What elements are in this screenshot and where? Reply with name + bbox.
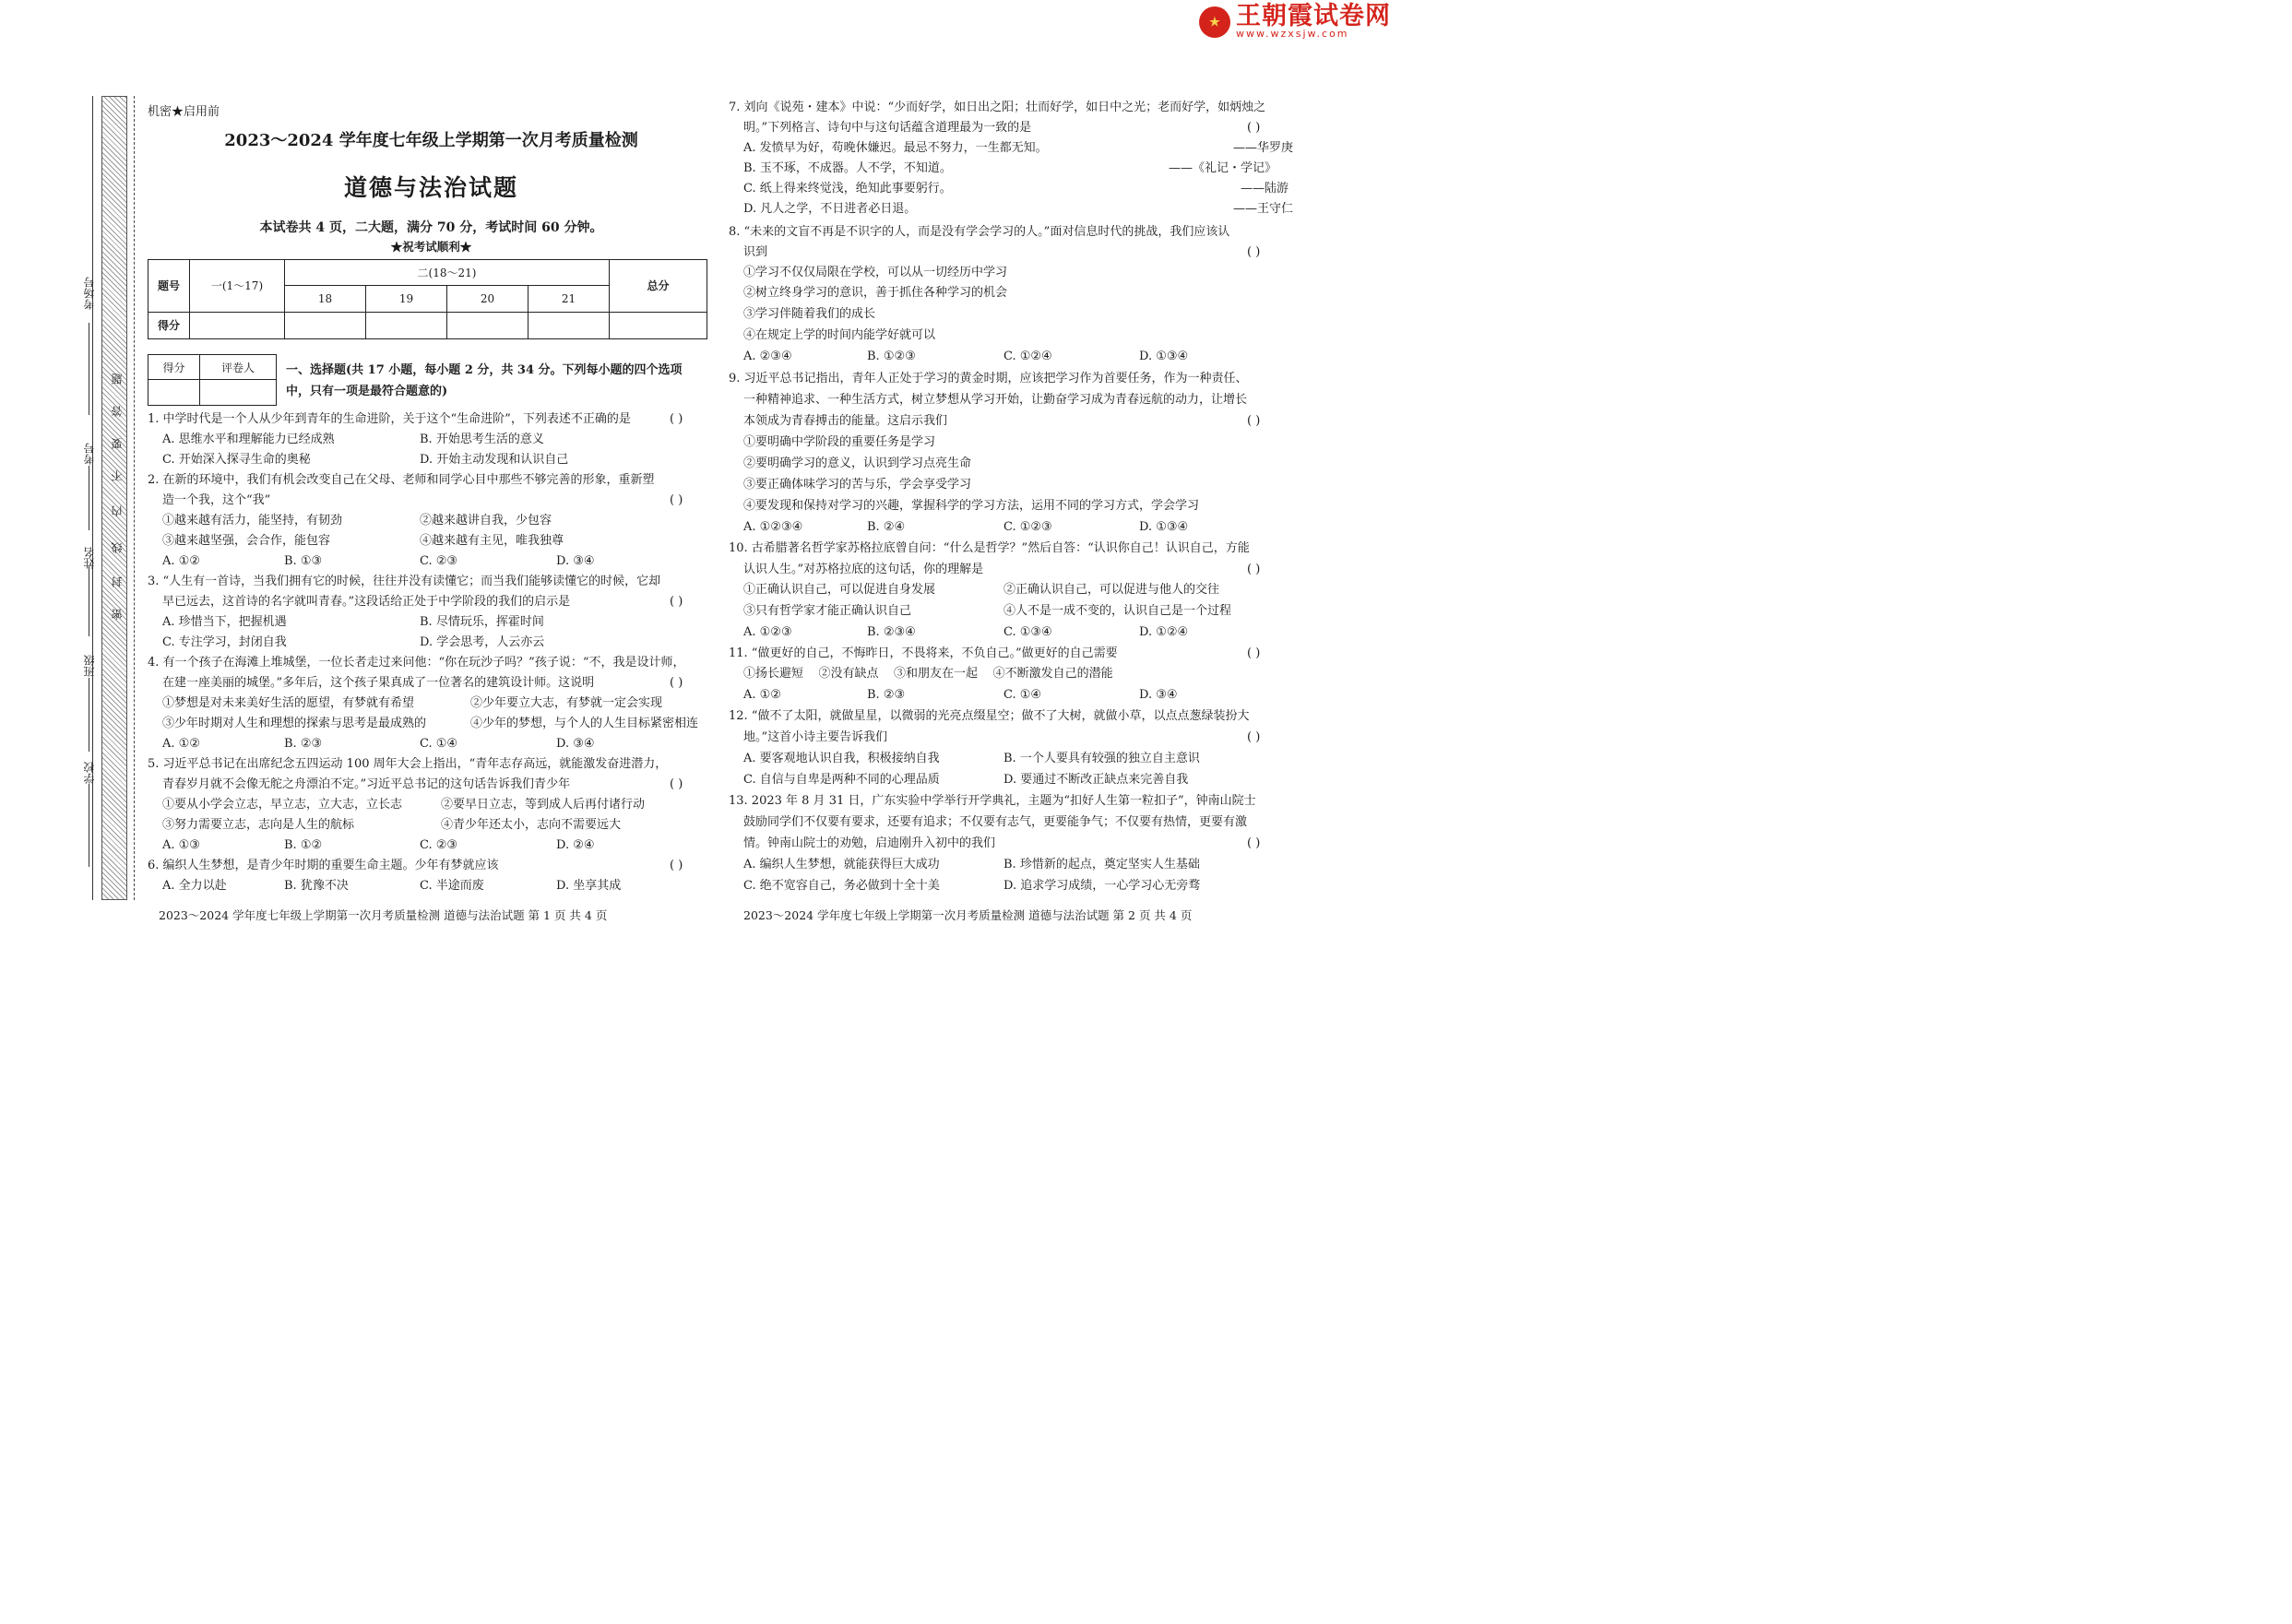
q10-statement: ④人不是一成不变的，认识自己是一个过程 [1003,604,1232,618]
q8-stem: 8. “未来的文盲不再是不识字的人，而是没有学会学习的人。”面对信息时代的挑战，我们应该认 [729,225,1230,239]
q10-option-d[interactable]: D. ①②④ [1139,625,1189,639]
score-table-total: 总分 [610,260,707,313]
q9-statement: ①要明确中学阶段的重要任务是学习 [743,435,936,449]
section1-line2: 中，只有一项是最符合题意的) [286,385,448,398]
q5-option-c[interactable]: C. ②③ [420,838,458,852]
q1-option-b[interactable]: B. 开始思考生活的意义 [420,433,544,446]
q11-statements: ①扬长避短 ②没有缺点 ③和朋友在一起 ④不断激发自己的潜能 [743,667,1113,681]
q2-stem-cont: 造一个我，这个“我” [162,493,271,507]
score-cell[interactable] [610,312,707,338]
q11-option-d[interactable]: D. ③④ [1139,688,1178,702]
q8-stem-cont: 识到 [743,245,768,259]
q9-option-c[interactable]: C. ①②③ [1003,520,1052,534]
q10-stem-cont: 认识人生。”对苏格拉底的这句话，你的理解是 [743,563,984,576]
footer-left: 2023～2024 学年度七年级上学期第一次月考质量检测 道德与法治试题 第 1 页 共 4 页 [159,908,608,922]
q10-statement: ③只有哲学家才能正确认识自己 [743,604,912,618]
q12-option-b[interactable]: B. 一个人要具有较强的独立自主意识 [1003,752,1200,765]
q8-option-d[interactable]: D. ①③④ [1139,350,1189,363]
grader-score-cell[interactable] [148,380,200,406]
q7-option-a[interactable]: A. 发愤早为好，苟晚休嫌迟。最忌不努力，一生都无知。 [743,141,1048,155]
q5-option-a[interactable]: A. ①③ [162,838,200,852]
q8-answer[interactable]: ( ) [1247,245,1261,259]
q2-statement: ①越来越有活力，能坚持，有韧劲 [162,514,343,528]
grader-box [148,354,277,406]
q13-answer[interactable]: ( ) [1247,836,1261,850]
q5-answer[interactable]: ( ) [670,777,683,791]
exam-title: 2023～2024 学年度七年级上学期第一次月考质量检测 [224,131,638,150]
binding-word: 封 [111,576,124,587]
q6-option-d[interactable]: D. 坐享其成 [556,879,622,893]
q9-statement: ④要发现和保持对学习的兴趣，掌握科学的学习方法，运用不同的学习方式，学会学习 [743,499,1200,513]
q5-statement: ④青少年还太小，志向不需要远大 [441,818,622,832]
q4-statement: ④少年的梦想，与个人的人生目标紧密相连 [470,717,699,730]
score-table-col: 20 [447,286,528,312]
q4-option-b[interactable]: B. ②③ [284,737,323,751]
q10-option-c[interactable]: C. ①③④ [1003,625,1052,639]
q5-statement: ③努力需要立志，志向是人生的航标 [162,818,355,832]
q4-stem: 4. 有一个孩子在海滩上堆城堡，一位长者走过来问他：“你在玩沙子吗？”孩子说：“不，我是设计师， [148,656,685,670]
score-table-part2: 二(18～21) [285,260,610,286]
q10-statement: ②正确认识自己，可以促进与他人的交往 [1003,583,1220,597]
score-table-part1: 一(1～17) [190,260,285,313]
q3-option-d[interactable]: D. 学会思考，人云亦云 [420,635,545,649]
binding-word: 题 [111,373,124,385]
q9-option-d[interactable]: D. ①③④ [1139,520,1189,534]
q10-statement: ①正确认识自己，可以促进自身发展 [743,583,936,597]
subject-title: 道德与法治试题 [343,174,518,201]
q3-option-c[interactable]: C. 专注学习，封闭自我 [162,635,287,649]
q10-option-a[interactable]: A. ①②③ [743,625,792,639]
q12-stem: 12. “做不了太阳，就做星星，以微弱的光亮点缀星空；做不了大树，就做小草，以点点葱绿装扮大 [729,709,1250,723]
grader-pingjuan: 评卷人 [200,355,277,380]
q13-option-c[interactable]: C. 绝不宽容自己，务必做到十全十美 [743,879,940,893]
q3-answer[interactable]: ( ) [670,595,683,609]
binding-word: 不 [111,470,124,481]
score-cell[interactable] [366,312,447,338]
q9-option-a[interactable]: A. ①②③④ [743,520,803,534]
q2-option-d[interactable]: D. ③④ [556,554,595,568]
binding-word: 要 [111,438,124,449]
q6-stem: 6. 编织人生梦想，是青少年时期的重要生命主题。少年有梦就应该 [148,859,499,872]
score-cell[interactable] [528,312,610,338]
q7-stem-cont: 明。”下列格言、诗句中与这句话蕴含道理最为一致的是 [743,121,1032,135]
q9-option-b[interactable]: B. ②④ [867,520,906,534]
binding-word: 内 [111,505,124,516]
binding-word: 答 [111,406,124,417]
q2-option-a[interactable]: A. ①② [162,554,200,568]
q5-option-d[interactable]: D. ②④ [556,838,595,852]
q4-statement: ①梦想是对未来美好生活的愿望，有梦就有希望 [162,696,415,710]
q3-option-a[interactable]: A. 珍惜当下，把握机遇 [162,615,287,629]
score-table-tihao: 题号 [148,260,190,313]
q4-answer[interactable]: ( ) [670,676,683,690]
score-table [148,259,707,339]
q8-option-b[interactable]: B. ①②③ [867,350,916,363]
q9-stem: 9. 习近平总书记指出，青年人正处于学习的黄金时期，应该把学习作为首要任务，作为一种责任、 [729,372,1248,385]
q6-answer[interactable]: ( ) [670,859,683,872]
q8-option-a[interactable]: A. ②③④ [743,350,792,363]
q5-option-b[interactable]: B. ①② [284,838,323,852]
q7-option-b[interactable]: B. 玉不琢，不成器。人不学，不知道。 [743,161,952,175]
q4-option-a[interactable]: A. ①② [162,737,200,751]
xingming-label: 姓名 [83,547,96,569]
q3-stem-cont: 早已远去，这首诗的名字就叫青春。”这段话给正处于中学阶段的我们的启示是 [162,595,571,609]
q7-attribution: ——王守仁 [1233,202,1294,216]
q1-stem: 1. 中学时代是一个人从少年到青年的生命进阶，关于这个“生命进阶”，下列表述不正确的是 [148,412,631,426]
kaochang-label: 考场号 [83,277,96,310]
q12-stem-cont: 地。”这首小诗主要告诉我们 [743,730,888,744]
q6-option-b[interactable]: B. 犹豫不决 [284,879,349,893]
kaohao-label: 考号 [83,443,96,465]
score-cell[interactable] [285,312,366,338]
q12-option-a[interactable]: A. 要客观地认识自我，积极接纳自我 [743,752,940,765]
q8-statement: ③学习伴随着我们的成长 [743,307,876,321]
q9-answer[interactable]: ( ) [1247,414,1261,428]
binding-word: 线 [111,542,124,553]
q2-stem: 2. 在新的环境中，我们有机会改变自己在父母、老师和同学心目中那些不够完善的形象，重新塑 [148,473,655,487]
logo-name: 王朝霞试卷网 [1236,2,1391,30]
q5-stem: 5. 习近平总书记在出席纪念五四运动 100 周年大会上指出，“青年志存高远，就能激发奋进潜力， [148,757,668,771]
q9-stem-cont: 一种精神追求、一种生活方式，树立梦想从学习开始，让勤奋学习成为青春远航的动力，让增长 [743,393,1248,407]
seal-icon: ★ [1199,6,1230,38]
q11-answer[interactable]: ( ) [1247,646,1261,660]
q7-stem: 7. 刘向《说苑・建本》中说：“少而好学，如日出之阳；壮而好学，如日中之光；老而好学，如炳烛之 [729,101,1266,114]
q11-option-c[interactable]: C. ①④ [1003,688,1042,702]
q9-statement: ③要正确体味学习的苦与乐，学会享受学习 [743,478,972,492]
q7-option-d[interactable]: D. 凡人之学，不日进者必日退。 [743,202,917,216]
q1-option-c[interactable]: C. 开始深入探寻生命的奥秘 [162,453,311,467]
q12-option-d[interactable]: D. 要通过不断改正缺点来完善自我 [1003,773,1189,787]
q13-stem-cont: 情。钟南山院士的劝勉，启迪刚升入初中的我们 [743,836,996,850]
q12-option-c[interactable]: C. 自信与自卑是两种不同的心理品质 [743,773,940,787]
q5-statement: ②要早日立志，等到成人后再付诸行动 [441,798,646,812]
grader-name-cell[interactable] [200,380,277,406]
grader-defen: 得分 [148,355,200,380]
q13-stem: 13. 2023 年 8 月 31 日，广东实验中学举行开学典礼，主题为“扣好人生第一粒扣子”，钟南山院士 [729,794,1256,808]
seal-line [134,96,135,900]
q8-option-c[interactable]: C. ①②④ [1003,350,1052,363]
q13-option-d[interactable]: D. 追求学习成绩，一心学习心无旁骛 [1003,879,1201,893]
q4-statement: ③少年时期对人生和理想的探索与思考是最成熟的 [162,717,427,730]
binding-word: 密 [111,609,124,620]
site-logo[interactable] [1199,2,1391,40]
q6-option-c[interactable]: C. 半途而废 [420,879,484,893]
q6-option-a[interactable]: A. 全力以赴 [162,879,227,893]
q7-attribution: ——《礼记・学记》 [1169,161,1277,175]
q13-option-a[interactable]: A. 编织人生梦想，就能获得巨大成功 [743,858,940,871]
score-table-col: 18 [285,286,366,312]
score-table-col: 21 [528,286,610,312]
q10-answer[interactable]: ( ) [1247,563,1261,576]
q11-option-b[interactable]: B. ②③ [867,688,906,702]
q10-stem: 10. 古希腊著名哲学家苏格拉底曾自问：“什么是哲学？”然后自答：“认识你自己！认识自己，方能 [729,541,1250,555]
q11-stem: 11. “做更好的自己，不悔昨日，不畏将来，不负自己。”做更好的自己需要 [729,646,1118,660]
wish-line: ★祝考试顺利★ [390,240,472,254]
q12-answer[interactable]: ( ) [1247,730,1261,744]
q9-stem-cont: 本领成为青春搏击的能量。这启示我们 [743,414,948,428]
binding-strip [101,96,127,900]
score-table-defen: 得分 [148,312,190,338]
q3-stem: 3. “人生有一首诗，当我们拥有它的时候，往往并没有读懂它；而当我们能够读懂它的时候，它却 [148,575,661,588]
score-cell[interactable] [190,312,285,338]
q5-statement: ①要从小学会立志，早立志，立大志，立长志 [162,798,403,812]
secret-label: 机密★启用前 [148,105,220,119]
q2-option-b[interactable]: B. ①③ [284,554,323,568]
q4-stem-cont: 在建一座美丽的城堡。”多年后，这个孩子果真成了一位著名的建筑设计师。这说明 [162,676,595,690]
q7-attribution: ——陆游 [1241,182,1289,196]
q13-stem-cont: 鼓励同学们不仅要有要求，还要有追求；不仅要有志气，更要能争气；不仅要有热情，更要有激 [743,815,1248,829]
q2-statement: ④越来越有主见，唯我独尊 [420,534,564,548]
q9-statement: ②要明确学习的意义，认识到学习点亮生命 [743,456,972,470]
score-cell[interactable] [447,312,528,338]
score-table-col: 19 [366,286,447,312]
q1-answer[interactable]: ( ) [670,412,683,426]
banji-label: 班级 [83,655,96,677]
q11-option-a[interactable]: A. ①② [743,688,781,702]
q13-option-b[interactable]: B. 珍惜新的起点，奠定坚实人生基础 [1003,858,1200,871]
q3-option-b[interactable]: B. 尽情玩乐，挥霍时间 [420,615,544,629]
q2-option-c[interactable]: C. ②③ [420,554,458,568]
q2-answer[interactable]: ( ) [670,493,683,507]
q7-answer[interactable]: ( ) [1247,121,1261,135]
q1-option-d[interactable]: D. 开始主动发现和认识自己 [420,453,569,467]
q7-attribution: ——华罗庚 [1233,141,1294,155]
q8-statement: ④在规定上学的时间内能学好就可以 [743,328,936,342]
q7-option-c[interactable]: C. 纸上得来终觉浅，绝知此事要躬行。 [743,182,952,196]
q4-option-c[interactable]: C. ①④ [420,737,458,751]
q4-statement: ②少年要立大志，有梦就一定会实现 [470,696,663,710]
q10-option-b[interactable]: B. ②③④ [867,625,916,639]
section1-line1: 一、选择题(共 17 小题，每小题 2 分，共 34 分。下列每小题的四个选项 [286,363,683,377]
logo-url: www.wzxsjw.com [1236,28,1349,40]
q5-stem-cont: 青春岁月就不会像无舵之舟漂泊不定。”习近平总书记的这句话告诉我们青少年 [162,777,571,791]
footer-right: 2023～2024 学年度七年级上学期第一次月考质量检测 道德与法治试题 第 2 页 共 4 页 [743,908,1193,922]
q4-option-d[interactable]: D. ③④ [556,737,595,751]
exam-info: 本试卷共 4 页，二大题，满分 70 分，考试时间 60 分钟。 [259,220,603,235]
q8-statement: ②树立终身学习的意识，善于抓住各种学习的机会 [743,286,1008,300]
q2-statement: ②越来越讲自我，少包容 [420,514,552,528]
q2-statement: ③越来越坚强，会合作，能包容 [162,534,331,548]
q8-statement: ①学习不仅仅局限在学校，可以从一切经历中学习 [743,266,1008,279]
q1-option-a[interactable]: A. 思维水平和理解能力已经成熟 [162,433,335,446]
xuexiao-label: 学校 [83,762,96,784]
